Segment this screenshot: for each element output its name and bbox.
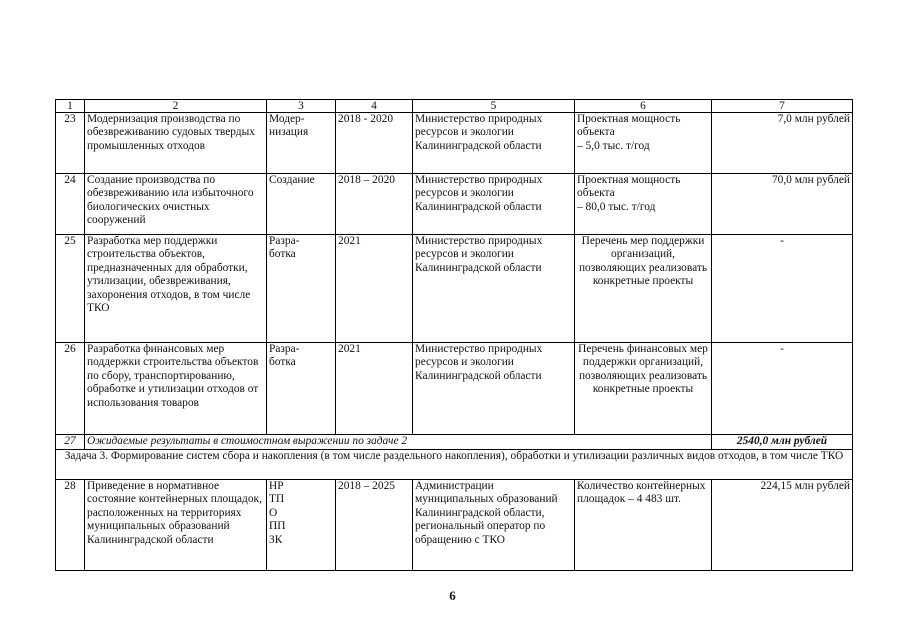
- row-number: 26: [56, 343, 85, 435]
- measure-period: 2018 – 2025: [336, 480, 413, 571]
- measure-type: Разра- ботка: [267, 235, 336, 343]
- summary-total: 2540,0 млн рублей: [712, 435, 853, 450]
- measure-period: 2018 – 2020: [336, 174, 413, 235]
- measure-result: Проектная мощность объекта – 5,0 тыс. т/год: [575, 113, 712, 174]
- measure-name: Создание производства по обезвреживанию ила избыточного биологических очистных сооружений: [85, 174, 267, 235]
- column-number: 1: [56, 100, 85, 113]
- row-number: 23: [56, 113, 85, 174]
- table-row: [56, 343, 853, 435]
- measure-cost: 7,0 млн рублей: [712, 113, 853, 174]
- column-number: 4: [336, 100, 413, 113]
- measure-responsible: Министерство природных ресурсов и экологии Калининградской области: [413, 113, 575, 174]
- table-row: [56, 113, 853, 174]
- column-number-row: [56, 100, 853, 113]
- measure-period: 2021: [336, 235, 413, 343]
- row-number: 25: [56, 235, 85, 343]
- page-number: 6: [449, 588, 456, 603]
- measure-cost: -: [712, 235, 853, 343]
- measure-result: Перечень финансовых мер поддержки организаций, позволяющих реализовать конкретные проекты: [575, 343, 712, 435]
- column-number: 2: [85, 100, 267, 113]
- measure-name: Приведение в нормативное состояние контейнерных площадок, расположенных на территориях муниципальных образований Калининградской области: [85, 480, 267, 571]
- table-row: [56, 174, 853, 235]
- table-row: [56, 480, 853, 571]
- summary-row: [56, 435, 853, 450]
- measure-responsible: Администрации муниципальных образований Калининградской области, региональный оператор по обращению с ТКО: [413, 480, 575, 571]
- measure-result: Проектная мощность объекта – 80,0 тыс. т/год: [575, 174, 712, 235]
- summary-text: Ожидаемые результаты в стоимостном выражении по задаче 2: [85, 435, 712, 450]
- column-number: 5: [413, 100, 575, 113]
- column-number: 6: [575, 100, 712, 113]
- measure-type: НР ТП О ПП ЗК: [267, 480, 336, 571]
- measure-result: Перечень мер поддержки организаций, позволяющих реализовать конкретные проекты: [575, 235, 712, 343]
- table-row: [56, 235, 853, 343]
- task-3-heading: Задача 3. Формирование систем сбора и накопления (в том числе раздельного накопления), обработки и утилизации различных видов отходов, в том числе ТКО: [56, 450, 853, 480]
- measure-period: 2018 - 2020: [336, 113, 413, 174]
- measure-responsible: Министерство природных ресурсов и экологии Калининградской области: [413, 174, 575, 235]
- measure-type: Модер- низация: [267, 113, 336, 174]
- task-header-row: [56, 450, 853, 480]
- measure-name: Модернизация производства по обезвреживанию судовых твердых промышленных отходов: [85, 113, 267, 174]
- measure-cost: 224,15 млн рублей: [712, 480, 853, 571]
- row-number: 27: [56, 435, 85, 450]
- measures-table: [55, 99, 853, 571]
- column-number: 3: [267, 100, 336, 113]
- row-number: 24: [56, 174, 85, 235]
- measure-type: Разра- ботка: [267, 343, 336, 435]
- row-number: 28: [56, 480, 85, 571]
- measure-responsible: Министерство природных ресурсов и экологии Калининградской области: [413, 343, 575, 435]
- measure-result: Количество контейнерных площадок – 4 483 шт.: [575, 480, 712, 571]
- measure-name: Разработка финансовых мер поддержки строительства объектов по сбору, транспортированию, обработке и утилизации отходов от использования товаров: [85, 343, 267, 435]
- measure-period: 2021: [336, 343, 413, 435]
- column-number: 7: [712, 100, 853, 113]
- measure-cost: -: [712, 343, 853, 435]
- measure-type: Создание: [267, 174, 336, 235]
- measure-responsible: Министерство природных ресурсов и экологии Калининградской области: [413, 235, 575, 343]
- measure-cost: 70,0 млн рублей: [712, 174, 853, 235]
- measure-name: Разработка мер поддержки строительства объектов, предназначенных для обработки, утилизации, обезвреживания, захоронения отходов, в том числе ТКО: [85, 235, 267, 343]
